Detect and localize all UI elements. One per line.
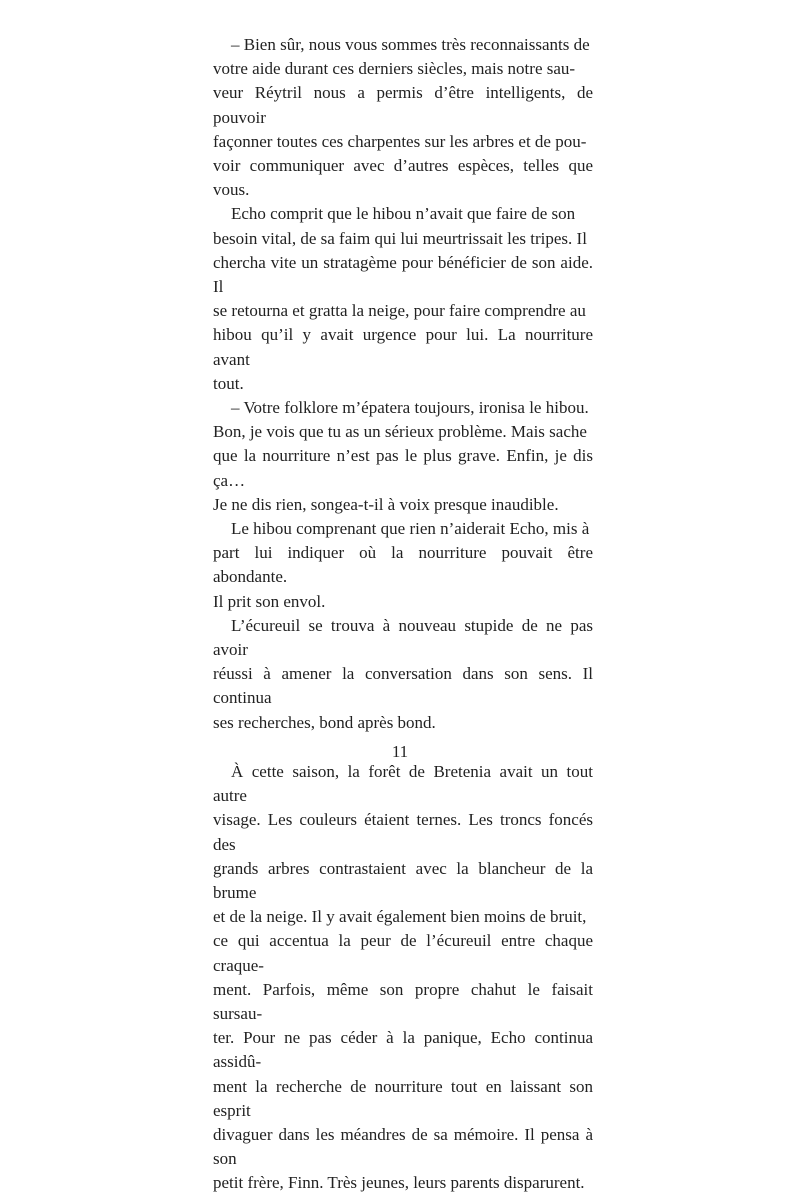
page-body: [213, 33, 593, 1196]
paragraph-1: – Bien sûr, nous vous sommes très reconnaissants de votre aide durant ces derniers siècles, mais notre sau- veur Réytril nous a permis d’être intelligents, de pouvoir façonner toutes ces charpentes sur les arbres et de pou- voir communiquer avec d’autres espèces, telles que vous.: [213, 35, 593, 200]
page-number: 11: [391, 742, 409, 761]
paragraph-5: L’écureuil se trouva à nouveau stupide de ne pas avoir réussi à amener la conversation dans son sens. Il continua ses recherches, bond après bond.: [213, 615, 593, 732]
paragraph-4: Le hibou comprenant que rien n’aiderait Echo, mis à part lui indiquer où la nourriture pouvait être abondante. Il prit son envol.: [213, 519, 593, 611]
paragraph-6: À cette saison, la forêt de Bretenia avait un tout autre visage. Les couleurs étaient ternes. Les troncs foncés des grands arbres contrastaient avec la blancheur de la brume et de la neige. Il y avait également bien moins de bruit, ce qui accentua la peur de l’écureuil entre chaque craque- ment. Parfois, même son propre chahut le faisait sursau- ter. Pour ne pas céder à la panique, Echo continua assidû- ment la recherche de nourriture tout en laissant son esprit divaguer dans les méandres de sa mémoire. Il pensa à son petit frère, Finn. Très jeunes, leurs parents disparurent.: [213, 761, 593, 1193]
paragraph-3: – Votre folklore m’épatera toujours, ironisa le hibou. Bon, je vois que tu as un sérieux problème. Mais sache que la nourriture n’est pas le plus grave. Enfin, je dis ça… Je ne dis rien, songea-t-il à voix presque inaudible.: [213, 398, 593, 514]
paragraph-2: Echo comprit que le hibou n’avait que faire de son besoin vital, de sa faim qui lui meurtrissait les tripes. Il chercha vite un stratagème pour bénéficier de son aide. Il se retourna et gratta la neige, pour faire comprendre au hibou qu’il y avait urgence pour lui. La nourriture avant tout.: [213, 204, 593, 393]
